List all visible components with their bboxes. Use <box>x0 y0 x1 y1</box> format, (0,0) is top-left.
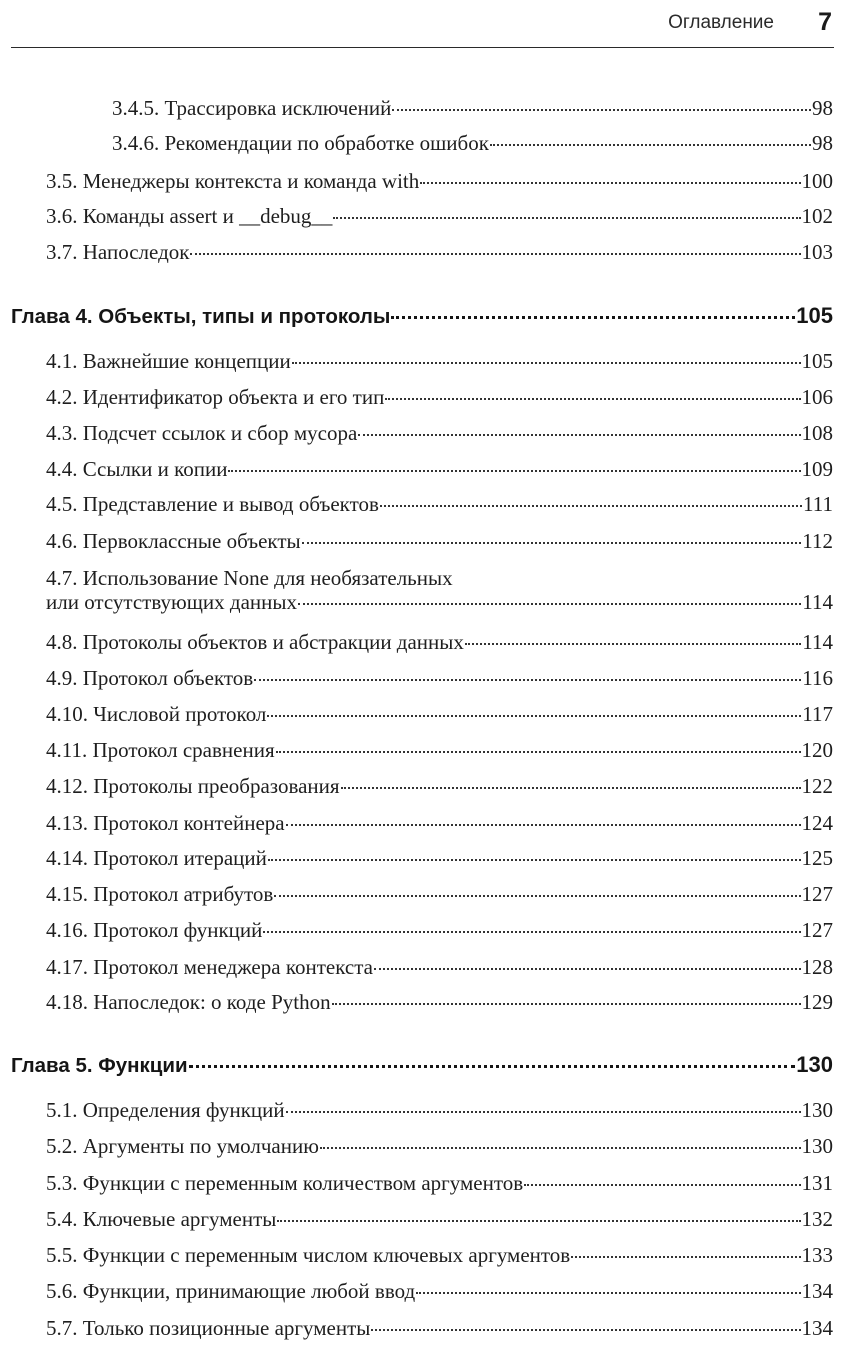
dot-leader <box>333 217 800 219</box>
dot-leader <box>286 824 801 826</box>
toc-entry-title: Протокол атрибутов <box>93 882 274 906</box>
toc-entry-number: 4.16. <box>46 918 88 942</box>
toc-entry-title: Аргументы по умолчанию <box>82 1134 319 1158</box>
toc-chapter-title: Объекты, типы и протоколы <box>98 305 391 328</box>
toc-entry-title-line1 <box>46 566 833 590</box>
toc-entry-5-7[interactable] <box>46 1316 833 1340</box>
dot-leader <box>465 643 801 645</box>
toc-entry-4-15[interactable] <box>46 882 833 906</box>
toc-entry-number: 5.5. <box>46 1243 78 1267</box>
toc-entry-3-7[interactable] <box>46 240 833 264</box>
toc-entry-title: Использование None для необязательных <box>82 566 453 590</box>
toc-entry-5-3[interactable] <box>46 1171 833 1195</box>
toc-entry-number: 4.3. <box>46 421 78 445</box>
toc-entry-page: 98 <box>812 96 833 120</box>
toc-entry-5-6[interactable] <box>46 1279 833 1303</box>
dot-leader <box>490 144 811 146</box>
toc-entry-page: 131 <box>801 1171 833 1195</box>
toc-entry-page: 117 <box>802 702 833 726</box>
toc-entry-4-13[interactable] <box>46 811 833 835</box>
toc-entry-number: 5.2. <box>46 1134 78 1158</box>
toc-entry-number: 5.7. <box>46 1316 78 1340</box>
toc-entry-4-16[interactable] <box>46 918 833 942</box>
toc-entry-title: Определения функций <box>82 1098 285 1122</box>
dot-leader <box>371 1329 800 1331</box>
toc-entry-title: Напоследок: о коде Python <box>93 990 331 1014</box>
toc-entry-number: 4.2. <box>46 385 78 409</box>
toc-entry-3-5[interactable] <box>46 169 833 193</box>
toc-entry-title: Протокол сравнения <box>92 738 275 762</box>
toc-entry-number: 3.5. <box>46 169 78 193</box>
toc-entry-number: 3.4.6. <box>112 131 160 155</box>
toc-entry-4-8[interactable] <box>46 630 833 654</box>
dot-leader <box>189 1065 796 1068</box>
dot-leader <box>374 968 801 970</box>
toc-chapter-title: Функции <box>98 1054 188 1077</box>
toc-chapter-page: 130 <box>796 1052 833 1077</box>
toc-entry-page: 130 <box>801 1098 833 1122</box>
toc-entry-page: 100 <box>801 169 833 193</box>
toc-entry-4-4[interactable] <box>46 457 833 481</box>
toc-entry-title-continued: или отсутствующих данных <box>46 590 297 614</box>
toc-entry-number: 4.1. <box>46 349 78 373</box>
toc-entry-3-4-6[interactable] <box>112 131 833 155</box>
dot-leader <box>571 1256 800 1258</box>
dot-leader <box>391 316 795 319</box>
toc-entry-page: 128 <box>801 955 833 979</box>
dot-leader <box>385 398 800 400</box>
toc-entry-4-5[interactable] <box>46 492 833 516</box>
toc-entry-page: 124 <box>801 811 833 835</box>
toc-entry-title: Функции с переменным количеством аргументов <box>82 1171 524 1195</box>
toc-entry-page: 125 <box>801 846 833 870</box>
dot-leader <box>332 1003 801 1005</box>
toc-entry-title: Только позиционные аргументы <box>82 1316 371 1340</box>
toc-entry-4-10[interactable] <box>46 702 833 726</box>
dot-leader <box>416 1292 800 1294</box>
dot-leader <box>292 362 801 364</box>
toc-entry-title: Протокол контейнера <box>93 811 285 835</box>
toc-entry-number: 3.4.5. <box>112 96 160 120</box>
running-header <box>11 0 834 48</box>
toc-entry-page: 108 <box>801 421 833 445</box>
toc-entry-number: 4.7. <box>46 566 78 590</box>
dot-leader <box>263 931 800 933</box>
toc-entry-title: Подсчет ссылок и сбор мусора <box>82 421 358 445</box>
dot-leader <box>298 603 801 605</box>
toc-entry-page: 114 <box>802 590 833 614</box>
toc-entry-title: Менеджеры контекста и команда with <box>82 169 420 193</box>
toc-entry-page: 106 <box>801 385 833 409</box>
toc-entry-number: 4.18. <box>46 990 88 1014</box>
toc-entry-number: 5.6. <box>46 1279 78 1303</box>
toc-entry-page: 134 <box>801 1316 833 1340</box>
dot-leader <box>380 505 802 507</box>
toc-entry-title: Протоколы объектов и абстракции данных <box>82 630 464 654</box>
toc-entry-page: 116 <box>802 666 833 690</box>
dot-leader <box>358 434 800 436</box>
dot-leader <box>341 787 801 789</box>
toc-entry-number: 4.9. <box>46 666 78 690</box>
toc-entry-page: 112 <box>802 529 833 553</box>
toc-entry-title: Трассировка исключений <box>164 96 392 120</box>
toc-entry-number: 4.15. <box>46 882 88 906</box>
toc-entry-page: 109 <box>801 457 833 481</box>
toc-entry-page: 127 <box>801 882 833 906</box>
dot-leader <box>228 470 800 472</box>
dot-leader <box>267 715 801 717</box>
toc-entry-title: Числовой протокол <box>93 702 267 726</box>
toc-entry-page: 130 <box>801 1134 833 1158</box>
toc-entry-title: Идентификатор объекта и его тип <box>82 385 385 409</box>
toc-entry-title: Протокол объектов <box>82 666 254 690</box>
toc-entry-number: 4.13. <box>46 811 88 835</box>
toc-entry-page: 103 <box>801 240 833 264</box>
toc-entry-number: 4.12. <box>46 774 88 798</box>
toc-entry-5-1[interactable] <box>46 1098 833 1122</box>
toc-entry-3-4-5[interactable] <box>112 96 833 120</box>
dot-leader <box>302 542 802 544</box>
toc-entry-page: 127 <box>801 918 833 942</box>
toc-entry-title: Важнейшие концепции <box>82 349 291 373</box>
toc-entry-4-2[interactable] <box>46 385 833 409</box>
toc-chapter-number: Глава 5. <box>11 1054 93 1077</box>
toc-entry-number: 4.6. <box>46 529 78 553</box>
toc-entry-title: Протокол функций <box>93 918 263 942</box>
toc-entry-4-14[interactable] <box>46 846 833 870</box>
toc-entry-5-2[interactable] <box>46 1134 833 1158</box>
toc-entry-title: Протокол итераций <box>93 846 267 870</box>
toc-entry-5-4[interactable] <box>46 1207 833 1231</box>
toc-entry-4-7[interactable] <box>46 566 833 614</box>
toc-entry-title: Функции с переменным числом ключевых аргументов <box>82 1243 571 1267</box>
dot-leader <box>190 253 800 255</box>
toc-entry-number: 5.4. <box>46 1207 78 1231</box>
toc-entry-title: Протокол менеджера контекста <box>93 955 373 979</box>
toc-entry-page: 129 <box>801 990 833 1014</box>
dot-leader <box>268 859 801 861</box>
toc-entry-title: Команды assert и __debug__ <box>82 204 333 228</box>
toc-entry-4-17[interactable] <box>46 955 833 979</box>
dot-leader <box>254 679 801 681</box>
toc-entry-4-6[interactable] <box>46 529 833 553</box>
dot-leader <box>277 1220 800 1222</box>
toc-entry-number: 5.1. <box>46 1098 78 1122</box>
toc-entry-4-1[interactable] <box>46 349 833 373</box>
toc-entry-4-18[interactable] <box>46 990 833 1014</box>
toc-entry-number: 4.8. <box>46 630 78 654</box>
dot-leader <box>420 182 800 184</box>
toc-entry-number: 3.6. <box>46 204 78 228</box>
toc-entry-number: 4.14. <box>46 846 88 870</box>
toc-chapter-5[interactable] <box>11 1053 833 1078</box>
toc-entry-number: 3.7. <box>46 240 78 264</box>
running-header-title: Оглавление <box>668 12 774 33</box>
dot-leader <box>276 751 801 753</box>
toc-chapter-4[interactable] <box>11 304 833 329</box>
toc-entry-number: 4.17. <box>46 955 88 979</box>
toc-entry-title: Функции, принимающие любой ввод <box>82 1279 416 1303</box>
toc-entry-4-3[interactable] <box>46 421 833 445</box>
toc-entry-page: 132 <box>801 1207 833 1231</box>
toc-entry-title: Представление и вывод объектов <box>82 492 379 516</box>
dot-leader <box>392 109 811 111</box>
toc-entry-title: Ключевые аргументы <box>82 1207 277 1231</box>
toc-entry-4-11[interactable] <box>46 738 833 762</box>
toc-chapter-page: 105 <box>796 303 833 328</box>
toc-entry-number: 4.5. <box>46 492 78 516</box>
toc-chapter-number: Глава 4. <box>11 305 93 328</box>
toc-entry-page: 122 <box>801 774 833 798</box>
toc-entry-page: 98 <box>812 131 833 155</box>
toc-entry-number: 4.10. <box>46 702 88 726</box>
dot-leader <box>524 1184 800 1186</box>
dot-leader <box>286 1111 801 1113</box>
toc-entry-page: 111 <box>803 492 833 516</box>
toc-entry-title: Напоследок <box>82 240 190 264</box>
toc-entry-page: 114 <box>802 630 833 654</box>
toc-entry-page: 133 <box>801 1243 833 1267</box>
toc-entry-3-6[interactable] <box>46 204 833 228</box>
toc-entry-title: Протоколы преобразования <box>93 774 340 798</box>
toc-entry-5-5[interactable] <box>46 1243 833 1267</box>
toc-entry-title-line2 <box>46 590 833 614</box>
toc-entry-number: 4.4. <box>46 457 78 481</box>
page-number: 7 <box>818 8 832 36</box>
toc-entry-4-12[interactable] <box>46 774 833 798</box>
toc-entry-title: Рекомендации по обработке ошибок <box>164 131 489 155</box>
toc-entry-page: 134 <box>801 1279 833 1303</box>
toc-entry-page: 105 <box>801 349 833 373</box>
toc-entry-4-9[interactable] <box>46 666 833 690</box>
dot-leader <box>320 1147 801 1149</box>
toc-entry-page: 102 <box>801 204 833 228</box>
dot-leader <box>274 895 800 897</box>
toc-entry-number: 5.3. <box>46 1171 78 1195</box>
toc-entry-number: 4.11. <box>46 738 88 762</box>
toc-entry-title: Первоклассные объекты <box>82 529 301 553</box>
toc-entry-title: Ссылки и копии <box>82 457 228 481</box>
toc-entry-page: 120 <box>801 738 833 762</box>
